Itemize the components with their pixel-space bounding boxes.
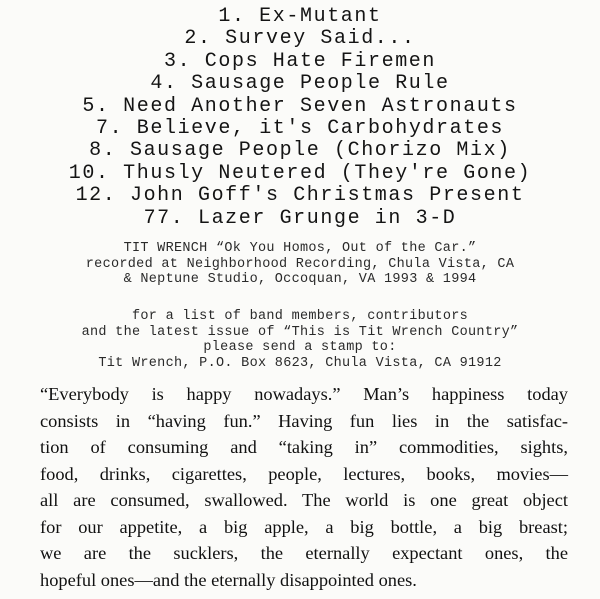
contact-line: and the latest issue of “This is Tit Wrench Country” [81, 324, 519, 340]
track-item: 5. Need Another Seven Astronauts [82, 94, 518, 118]
quote-line: hopeful ones—and the eternally disappointed ones. [40, 569, 417, 590]
quote-line: consists in “having fun.” Having fun lies in the satisfac- [40, 410, 568, 431]
contact-info [0, 309, 600, 371]
quote-line: for our appetite, a big apple, a big bottle, a big breast; [40, 516, 568, 537]
quote-line: tion of consuming and “taking in” commodities, sights, [40, 437, 568, 457]
quote-paragraph [40, 381, 568, 593]
track-item: 10. Thusly Neutered (They're Gone) [68, 161, 532, 185]
credits-line: TIT WRENCH “Ok You Homos, Out of the Car.” [123, 241, 477, 256]
track-item: 3. Cops Hate Firemen [163, 49, 437, 73]
quote-line: we are the sucklers, the eternally expectant ones, the [40, 543, 568, 563]
quote-line: all are consumed, swallowed. The world is one great object [40, 490, 568, 510]
track-item: 2. Survey Said... [184, 27, 416, 51]
track-item: 1. Ex-Mutant [218, 5, 382, 28]
quote-line: “Everybody is happy nowadays.” Man’s happiness today [40, 384, 568, 404]
credits-line: & Neptune Studio, Occoquan, VA 1993 & 1994 [123, 272, 477, 288]
track-item: 4. Sausage People Rule [150, 72, 450, 96]
track-item: 8. Sausage People (Chorizo Mix) [89, 139, 511, 163]
contact-address: Tit Wrench, P.O. Box 8623, Chula Vista, CA 91912 [98, 355, 502, 371]
contact-line: for a list of band members, contributors [131, 309, 469, 324]
quote-line: food, drinks, cigarettes, people, lectures, books, movies— [40, 463, 568, 484]
tracklist [0, 6, 600, 230]
contact-line: please send a stamp to: [203, 340, 397, 356]
recording-credits [0, 241, 600, 288]
track-item: 7. Believe, it's Carbohydrates [95, 117, 505, 141]
track-item: 77. Lazer Grunge in 3-D [143, 206, 457, 230]
track-item: 12. John Goff's Christmas Present [75, 184, 525, 208]
credits-line: recorded at Neighborhood Recording, Chula Vista, CA [85, 256, 515, 272]
